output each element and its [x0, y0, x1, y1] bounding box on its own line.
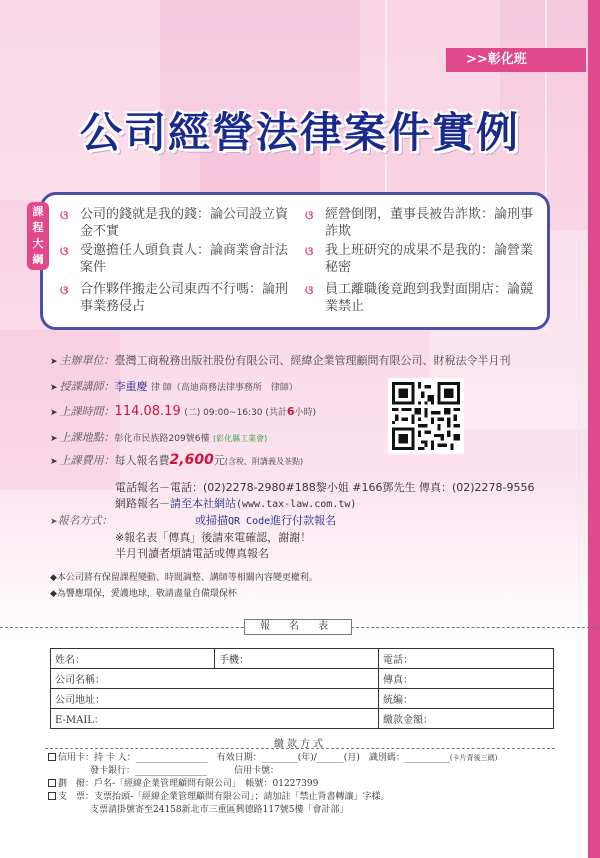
transfer-row: 劃 撥：戶名-「經緯企業管理顧問有限公司」 帳號：01227399	[48, 778, 497, 791]
reg-phone-line: 電話報名－電話：(02)2278-2980#188黎小姐 #166鄧先生 傳真：(02)2278-9556	[115, 481, 535, 494]
mobile-field[interactable]: 手機：	[215, 649, 379, 669]
qr-code-icon	[392, 382, 460, 450]
website-link[interactable]: 請至本社網站	[170, 497, 236, 510]
topic-item: ଓ 合作夥伴搬走公司東西不行嗎：論刑事業務侵占	[60, 282, 289, 314]
payment-methods	[48, 752, 497, 817]
time-row: ➤ 上課時間：114.08.19 (二) 09:00~16:30 (共計6小時)	[50, 404, 317, 419]
registration-form	[50, 648, 554, 729]
bullet-icon: ଓ	[60, 283, 69, 297]
topic-item: ଓ 我上班研究的成果不是我的：論營業秘密	[305, 243, 534, 275]
check-checkbox[interactable]	[48, 792, 56, 800]
email-field[interactable]: E-MAIL：	[51, 709, 379, 729]
registration-block	[115, 480, 535, 562]
bullet-icon: ଓ	[305, 244, 314, 258]
fee-row: ➤ 上課費用：每人報名費2,600元(含稅、附講義及茶點)	[50, 452, 304, 468]
lecturer-row: ➤ 授課講師：李重慶 律 師（高迪商務法律事務所 律師）	[50, 380, 298, 393]
bullet-icon: ଓ	[305, 208, 314, 222]
reg-qr-line: 或掃描QR Code進行付款報名	[195, 514, 337, 527]
note-item: ◆本公司將有保留課程變動、時間調整、講師等相關內容變更權利。	[50, 573, 318, 583]
reg-confirm-note: ※報名表「傳真」後請來電確認，謝謝！	[115, 531, 312, 544]
outline-tag: 課 程 大 綱	[27, 202, 49, 270]
host-row: ➤ 主辦單位：臺灣工商稅務出版社股份有限公司、經緯企業管理顧問有限公司、財稅法令半月刊	[50, 354, 511, 367]
check-address-row: 支票請掛號寄至24158新北市三重區興德路117號5樓「會計部」	[90, 805, 349, 815]
branch-badge: >>彰化班	[446, 48, 586, 72]
fax-field[interactable]: 傳真：	[379, 669, 554, 689]
arrow-icon: ➤	[50, 517, 58, 527]
topic-item: ଓ 公司的錢就是我的錢：論公司設立資金不實	[60, 207, 289, 239]
bullet-icon: ଓ	[60, 208, 69, 222]
page-title: 公司經營法律案件實例	[79, 108, 520, 157]
reg-web-line: 網路報名－請至本社網站(www.tax-law.com.tw)	[115, 497, 357, 510]
transfer-checkbox[interactable]	[48, 779, 56, 787]
tax-id-field[interactable]: 統編：	[379, 689, 554, 709]
payment-divider	[45, 748, 555, 749]
amount-field[interactable]: 繳款金額：	[379, 709, 554, 729]
arrow-icon: ➤	[50, 357, 58, 367]
name-field[interactable]: 姓名：	[51, 649, 215, 669]
arrow-icon: ➤	[50, 408, 58, 418]
credit-card-row: 信用卡：持 卡 人：________________ 有效日期：________(年)/______(月) 識別碼：__________(卡片背後三碼)	[48, 752, 497, 765]
credit-card-checkbox[interactable]	[48, 753, 56, 761]
form-title: 報 名 表	[244, 619, 352, 635]
topic-item: ଓ 經營倒閉，董事長被告詐欺：論刑事詐欺	[305, 207, 534, 239]
arrow-icon: ➤	[50, 434, 58, 444]
bullet-icon: ଓ	[305, 283, 314, 297]
card-bank-row: 發卡銀行：________________ 信用卡號：	[90, 766, 280, 776]
phone-field[interactable]: 電話：	[379, 649, 554, 669]
address-field[interactable]: 公司地址：	[51, 689, 379, 709]
company-field[interactable]: 公司名稱：	[51, 669, 379, 689]
topic-item: ଓ 受邀擔任人頭負責人：論商業會計法案件	[60, 243, 289, 275]
qr-code[interactable]	[388, 378, 464, 454]
bullet-icon: ଓ	[60, 244, 69, 258]
reg-reader-note: 半月刊讀者煩請電話或傳真報名	[115, 547, 269, 560]
topic-item: ଓ 員工離職後竟跑到我對面開店：論競業禁止	[305, 282, 534, 314]
registration-label: ➤報名方式：	[50, 514, 113, 527]
arrow-icon: ➤	[50, 383, 58, 393]
payment-title: 繳款方式	[274, 739, 326, 750]
arrow-icon: ➤	[50, 457, 58, 467]
check-row: 支 票：支票抬頭-「經緯企業管理顧問有限公司」；請加註「禁止背書轉讓」字樣。	[48, 791, 497, 804]
notes	[50, 570, 318, 602]
place-row: ➤ 上課地點：彰化市民族路209號6樓 (彰化縣工業會)	[50, 431, 268, 444]
lecturer-name: 李重慶	[114, 380, 148, 393]
note-item: ◆為響應環保，愛護地球，敬請盡量自備環保杯	[50, 589, 237, 599]
